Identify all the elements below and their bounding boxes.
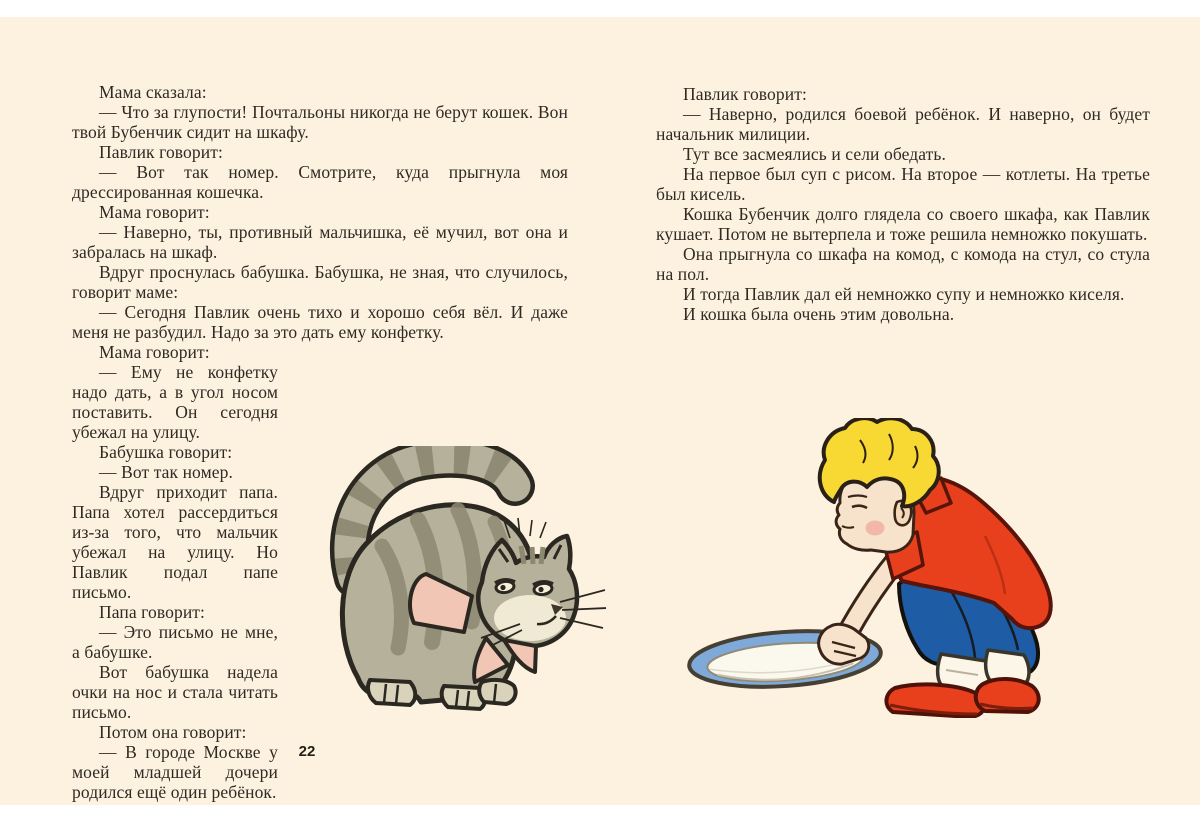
- paragraph: Павлик говорит:: [99, 142, 223, 162]
- paragraph: Мама говорит:: [99, 342, 210, 362]
- paragraph: Вот бабушка надела очки на нос и стала читать письмо.: [72, 662, 278, 722]
- paragraph: Папа говорит:: [99, 602, 205, 622]
- book-spread: [0, 17, 1200, 805]
- paragraph: — В городе Москве у моей младшей дочери родился ещё один ребёнок.: [72, 742, 278, 802]
- paragraph: Кошка Бубенчик долго глядела со своего шкафа, как Павлик кушает. Потом не вытерпела и тоже решила немножко покушать.: [656, 204, 1150, 244]
- cat-illustration-float: [292, 382, 568, 782]
- paragraph: Бабушка говорит:: [99, 442, 233, 462]
- paragraph: Она прыгнула со шкафа на комод, с комода на стул, со стула на пол.: [656, 244, 1150, 284]
- boy-illustration: [683, 418, 1065, 718]
- paragraph: Потом она говорит:: [99, 722, 247, 742]
- paragraph: — Ему не конфетку надо дать, а в угол носом поставить. Он сегодня убежал на улицу.: [72, 362, 278, 442]
- paragraph: Тут все засмеялись и сели обедать.: [683, 144, 946, 164]
- paragraph: Павлик говорит:: [683, 84, 807, 104]
- paragraph: — Вот так номер.: [99, 462, 233, 482]
- paragraph: Вдруг проснулась бабушка. Бабушка, не зная, что случилось, говорит маме:: [72, 262, 568, 302]
- paragraph: — Это письмо не мне, а бабушке.: [72, 622, 278, 662]
- paragraph: Мама сказала:: [99, 82, 207, 102]
- paragraph: И тогда Павлик дал ей немножко супу и немножко киселя.: [683, 284, 1125, 304]
- paragraph: Вдруг приходит папа. Папа хотел рассердиться из-за того, что мальчик убежал на улицу. Но Павлик подал папе письмо.: [72, 482, 278, 602]
- paragraph: Мама говорит:: [99, 202, 210, 222]
- paragraph: — Наверно, родился боевой ребёнок. И наверно, он будет начальник милиции.: [656, 104, 1150, 144]
- paragraph: На первое был суп с рисом. На второе — котлеты. На третье был кисель.: [656, 164, 1150, 204]
- paragraph: — Сегодня Павлик очень тихо и хорошо себя вёл. И даже меня не разбудил. Надо за это дать ему конфетку.: [72, 302, 568, 342]
- paragraph: — Наверно, ты, противный мальчишка, её мучил, вот она и забралась на шкаф.: [72, 222, 568, 262]
- left-page-text-column: [72, 82, 568, 802]
- cat-illustration: [324, 446, 606, 728]
- page-number: 22: [298, 743, 316, 760]
- right-page-text-column: [656, 84, 1150, 324]
- paragraph: — Вот так номер. Смотрите, куда прыгнула моя дрессированная кошечка.: [72, 162, 568, 202]
- paragraph: И кошка была очень этим довольна.: [683, 304, 955, 324]
- paragraph: — Что за глупости! Почтальоны никогда не берут кошек. Вон твой Бубенчик сидит на шкафу.: [72, 102, 568, 142]
